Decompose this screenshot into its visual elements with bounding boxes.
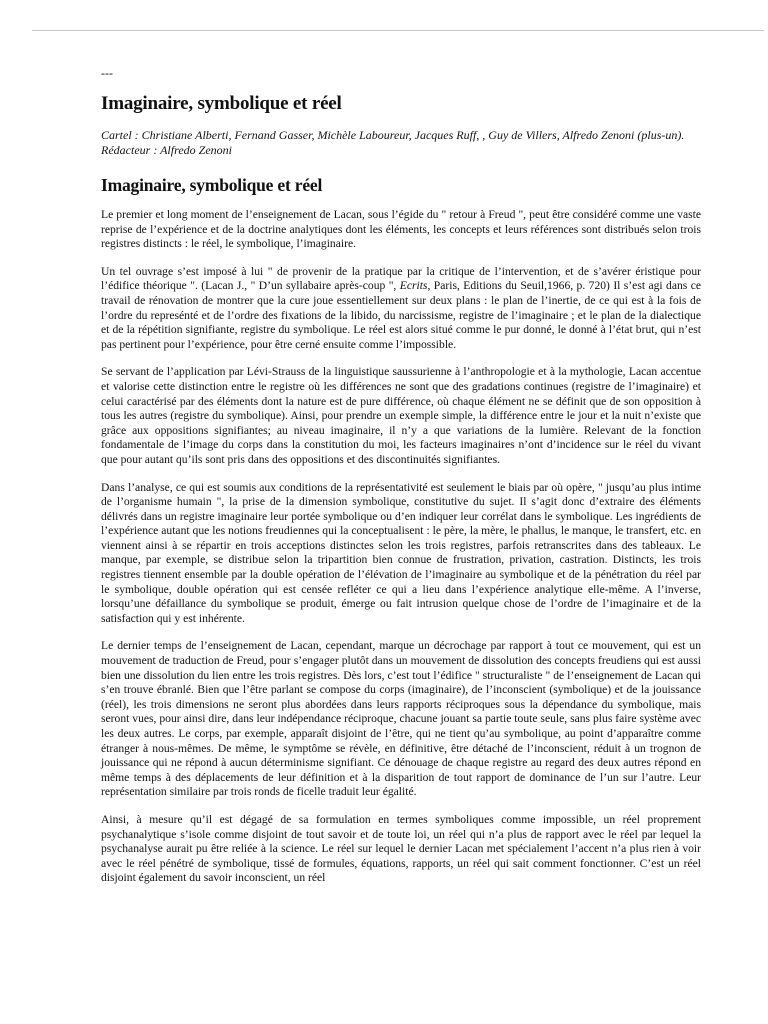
top-divider: [32, 30, 764, 31]
section-title: Imaginaire, symbolique et réel: [101, 175, 323, 195]
paragraph-2-text-before: Un tel ouvrage s’est imposé à lui " de provenir de la pratique par la critique de l’intervention, et de s’avérer éristique pour l’édifice théorique ". (Lacan J., " D’un syllabaire après-coup ",: [101, 264, 701, 293]
paragraph-4: Dans l’analyse, ce qui est soumis aux conditions de la représentativité est seulement le biais par où opère, " jusqu’au plus intime de l’organisme humain ", la prise de la dimension symbolique, constitutive du sujet. Il s’agit donc d’extraire des éléments délivrés dans un registre imaginaire leur portée symbolique ou d’en indiquer leur corrélat dans le symbolique. Les ingrédients de l’expérience autant que les notions freudiennes qui la conceptualisent : le père, la mère, le phallus, le manque, le transfert, etc. en viennent ainsi à se répartir en trois acceptions distinctes selon les trois registres, parfois retranscrites dans des tableaux. Le manque, par exemple, se distribue selon la tripartition bien connue de frustration, privation, castration. Distincts, les trois registres tiennent ensemble par la double opération de l’élévation de l’imaginaire au symbolique et de la pénétration du réel par le symbolique, double opération qui est censée refléter ce qui a lieu dans l’expérience analytique elle-même. A l’inverse, lorsqu’une défaillance du symbolique se produit, émerge ou fait intrusion quelque chose de l’ordre de l’imaginaire et de la satisfaction qui y est inhérente.: [101, 480, 701, 625]
separator-text: ---: [101, 66, 113, 80]
page-title: Imaginaire, symbolique et réel: [101, 93, 342, 114]
paragraph-1: Le premier et long moment de l’enseignement de Lacan, sous l’égide du " retour à Freud ", peut être considéré comme une vaste reprise de l’expérience et de la doctrine analytiques dont les éléments, les concepts et leurs références sont distribués selon trois registres distincts : le réel, le symbolique, l’imaginaire.: [101, 208, 701, 251]
paragraph-3: Se servant de l’application par Lévi-Strauss de la linguistique saussurienne à l’anthropologie et à la mythologie, Lacan accentue et valorise cette distinction entre le registre où les différences ne sont que des gradations continues (registre de l’imaginaire) et celui caractérisé par des éléments dont la nature est de pure différence, où chaque élément ne se définit que de son opposition à tous les autres (registre du symbolique). Ainsi, pour prendre un exemple simple, la différence entre le jour et la nuit n’existe que grâce aux oppositions signifiantes; au niveau imaginaire, il n’y a que variations de la lumière. Relevant de la fonction fondamentale de l’image du corps dans la constitution du moi, les facteurs imaginaires n’ont d’incidence sur le réel du vivant que pour autant qu’ils sont pris dans des oppositions et des discontinuités signifiantes.: [101, 365, 701, 466]
paragraph-5: Le dernier temps de l’enseignement de Lacan, cependant, marque un décrochage par rapport à tout ce mouvement, qui est un mouvement de traduction de Freud, pour s’engager plutôt dans un mouvement de dissolution des concepts freudiens qui est aussi bien une dissolution du lien entre les trois registres. Dès lors, c’est tout l’édifice " structuraliste " de l’enseignement de Lacan qui s’en trouve ébranlé. Bien que l’être parlant se compose du corps (imaginaire), de l’inconscient (symbolique) et de la jouissance (réel), les trois dimensions ne seront plus abordées dans leurs rapports réciproques sous la dépendance du symbolique, mais seront vues, pour ainsi dire, dans leur indépendance réciproque, chacune jouant sa partie toute seule, sans plus faire système avec les deux autres. Le corps, par exemple, apparaît disjoint de l’être, qui ne tient qu’au symbolique, au point d’apparaître comme étranger à nous-mêmes. De même, le symptôme se révèle, en définitive, être détaché de l’inconscient, réduit à un trognon de jouissance qui ne répond à aucun déterminisme signifiant. Ce dénouage de chaque registre au regard des deux autres répond en même temps à des déplacements de leur définition et à la disparition de tout rapport de dominance de l’un sur l’autre. Leur représentation similaire par trois ronds de ficelle traduit leur égalité.: [101, 639, 701, 799]
paragraph-2-italic-title: Ecrits: [399, 279, 428, 293]
credits-line: Cartel : Christiane Alberti, Fernand Gasser, Michèle Laboureur, Jacques Ruff, , Guy de Villers, Alfredo Zenoni (plus-un). Rédacteur : Alfredo Zenoni: [101, 128, 685, 157]
document-page: [101, 66, 701, 899]
paragraph-2-text-after: , Paris, Editions du Seuil,1966, p. 720) Il s’est agi dans ce travail de rénovation de montrer que la cure joue essentiellement sur deux plans : le plan de l’inertie, de ce qui est à la fois de l’ordre du represénté et de l’ordre des fixations de la libido, du narcissisme, registre de l’imaginaire ; et le plan de la dialectique et de la répétition signifiante, registre du symbolique. Le réel est alors situé comme le pur donné, le donné à l’état brut, qui n’est pas pertinent pour l’expérience, pour être cerné ensuite comme l’impossible.: [101, 279, 701, 351]
paragraph-6: Ainsi, à mesure qu’il est dégagé de sa formulation en termes symboliques comme impossible, un réel proprement psychanalytique s’isole comme disjoint de tout savoir et de toute loi, un réel qui n’a plus de rapport avec le réel par lequel la psychanalyse aurait pu être reliée à la science. Le réel sur lequel le dernier Lacan met spécialement l’accent n’a plus rien à voir avec le réel pénétré de symbolique, tissé de formules, équations, rapports, un réel qui sait comment fonctionner. C’est un réel disjoint également du savoir inconscient, un réel: [101, 812, 701, 885]
paragraph-2: [101, 265, 701, 353]
